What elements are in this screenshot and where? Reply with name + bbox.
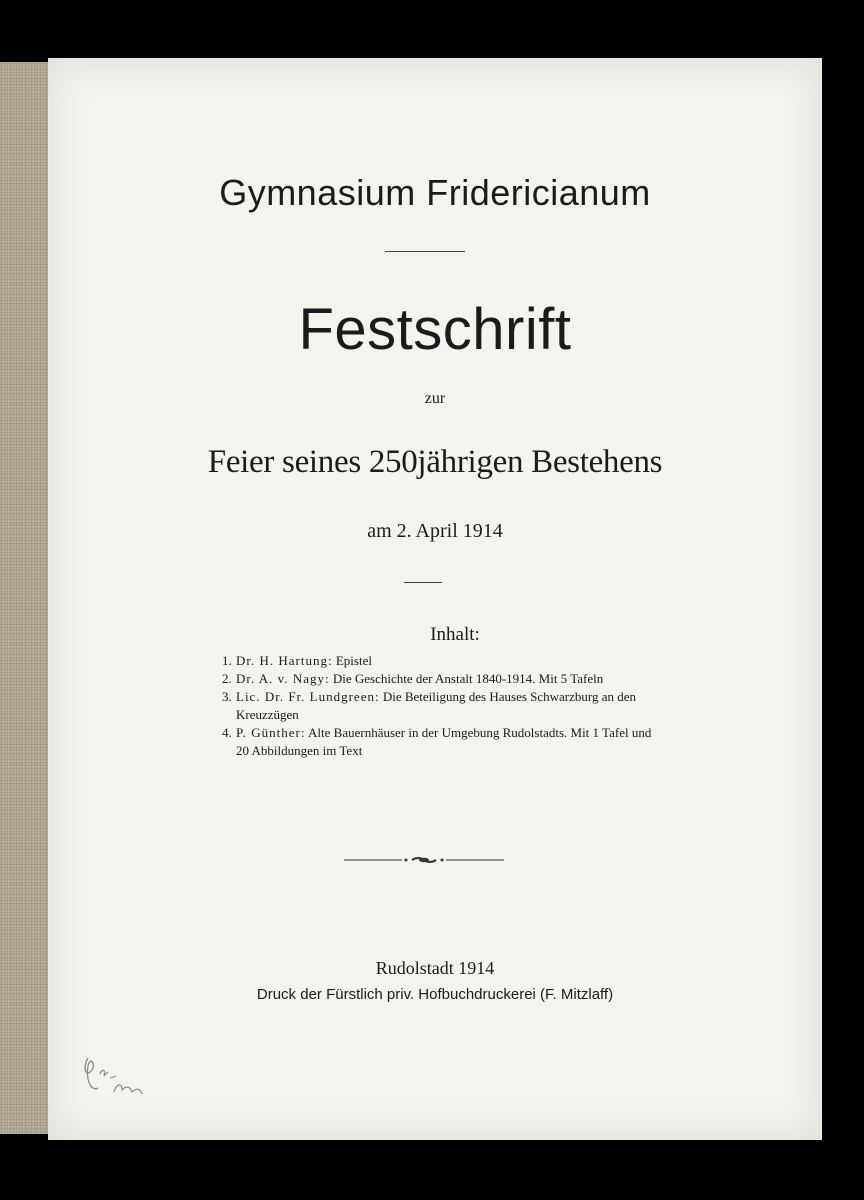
toc-author: P. Günther: xyxy=(236,725,306,740)
toc-author: Dr. A. v. Nagy: xyxy=(236,671,330,686)
ornament-divider xyxy=(344,854,504,866)
contents-heading: Inhalt: xyxy=(430,624,480,645)
toc-entry xyxy=(222,688,662,724)
toc-entry xyxy=(222,670,662,688)
toc-author: Lic. Dr. Fr. Lundgreen: xyxy=(236,689,380,704)
toc-title: Die Beteiligung des Hauses Schwarzburg an den Kreuzzügen xyxy=(236,689,637,722)
preposition: zur xyxy=(424,390,446,407)
toc-entry xyxy=(222,724,662,760)
toc-number: 2. xyxy=(222,671,232,686)
toc-title: Alte Bauernhäuser in der Umgebung Rudolstadts. Mit 1 Tafel und 20 Abbildungen im Text xyxy=(236,725,652,758)
toc-number: 1. xyxy=(222,653,232,668)
title-page xyxy=(48,58,822,1140)
handwritten-signature xyxy=(76,1048,166,1108)
school-name: Gymnasium Fridericianum xyxy=(219,172,651,213)
divider-rule xyxy=(385,251,465,252)
place-year: Rudolstadt 1914 xyxy=(375,958,495,978)
table-of-contents xyxy=(222,652,662,760)
printer-line: Druck der Fürstlich priv. Hofbuchdruckerei (F. Mitzlaff) xyxy=(256,986,614,1003)
event-date: am 2. April 1914 xyxy=(367,520,503,542)
toc-number: 4. xyxy=(222,725,232,740)
divider-rule-short xyxy=(404,582,442,583)
occasion-title: Feier seines 250jährigen Bestehens xyxy=(207,444,663,480)
toc-entry xyxy=(222,652,662,670)
toc-number: 3. xyxy=(222,689,232,704)
document-title: Festschrift xyxy=(298,297,572,362)
toc-author: Dr. H. Hartung: xyxy=(236,653,333,668)
toc-title: Epistel xyxy=(332,653,372,668)
toc-title: Die Geschichte der Anstalt 1840-1914. Mit 5 Tafeln xyxy=(329,671,604,686)
